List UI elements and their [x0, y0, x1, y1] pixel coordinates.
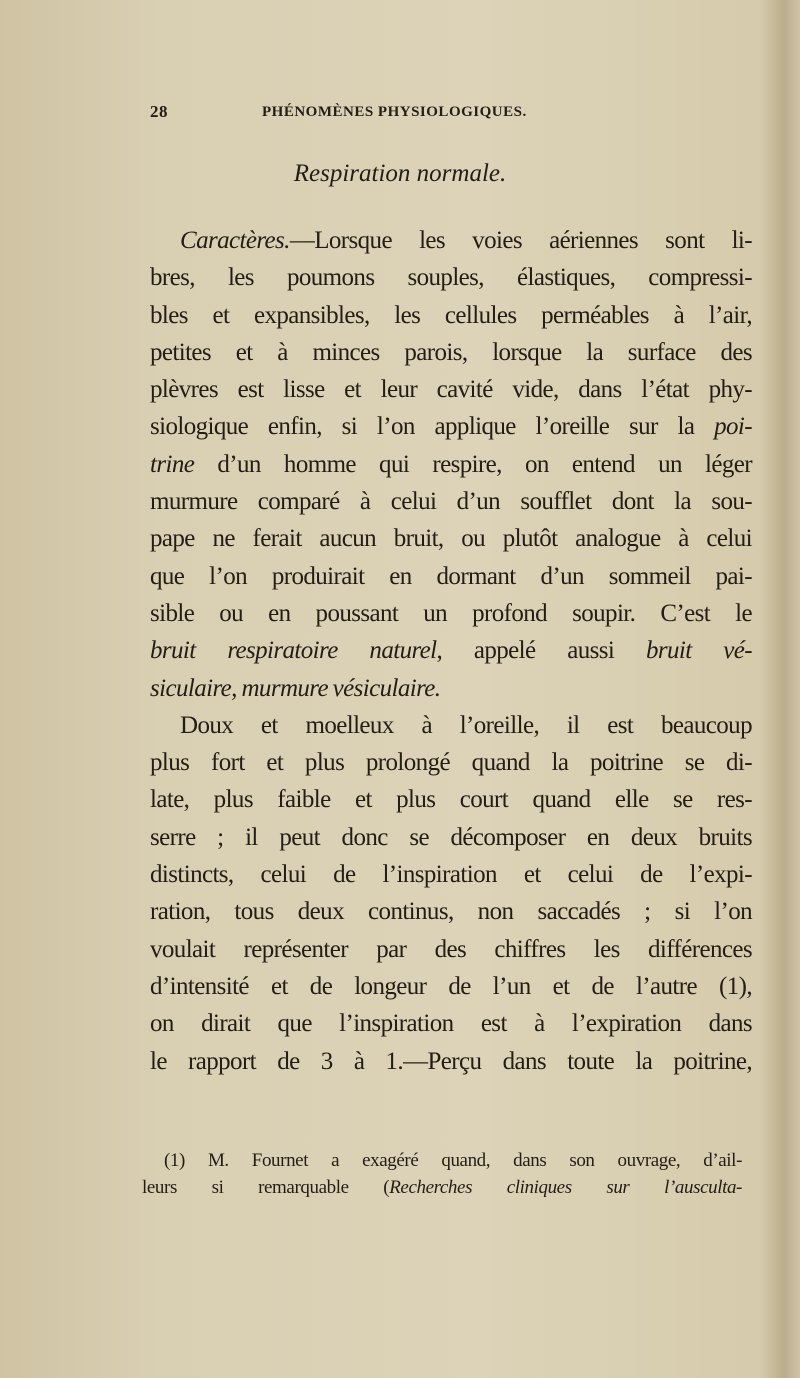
text-line: le rapport de 3 à 1.—Perçu dans toute la poitrine, [150, 1047, 752, 1075]
italic-term: poi- [714, 413, 752, 441]
text-line: bles et expansibles, les cellules perméables à l’air, [150, 301, 752, 329]
text-line: distincts, celui de l’inspiration et celui de l’expi- [150, 861, 752, 889]
text-line: voulait représenter par des chiffres les différences [150, 935, 752, 963]
footnote-line [142, 1174, 742, 1201]
text-span: siologique enfin, si l’on applique l’oreille sur la [150, 413, 715, 441]
italic-title: Recherches cliniques sur l’ausculta- [389, 1177, 742, 1198]
text-line: que l’on produirait en dormant d’un sommeil pai- [150, 562, 752, 590]
text-line: late, plus faible et plus court quand elle se res- [150, 786, 752, 814]
text-line: plus fort et plus prolongé quand la poitrine se di- [150, 749, 752, 777]
text-span: d’un homme qui respire, on entend un léger [194, 450, 752, 478]
text-span: leurs si remarquable ( [142, 1177, 390, 1198]
text-line [150, 632, 752, 669]
italic-term: siculaire, murmure vésiculaire. [150, 674, 441, 702]
text-span: , appelé aussi [436, 637, 646, 665]
text-line: plèvres est lisse et leur cavité vide, dans l’état phy- [150, 376, 752, 404]
section-title: Respiration normale. [293, 160, 507, 187]
text-line [150, 222, 752, 259]
text-line: ration, tous deux continus, non saccadés ; si l’on [150, 898, 752, 926]
text-line: on dirait que l’inspiration est à l’expiration dans [150, 1010, 752, 1038]
text-line [150, 446, 752, 483]
footnote [142, 1147, 742, 1201]
text-line: murmure comparé à celui d’un soufflet dont la sou- [150, 488, 752, 516]
text-line [150, 408, 752, 445]
text-span: —Lorsque les voies aériennes sont li- [289, 227, 752, 254]
text-line: d’intensité et de longeur de l’un et de l’autre (1), [150, 972, 752, 1000]
footnote-line: (1) M. Fournet a exagéré quand, dans son ouvrage, d’ail- [164, 1150, 742, 1171]
text-line [150, 670, 752, 707]
italic-term: trine [150, 450, 195, 478]
running-title: PHÉNOMÈNES PHYSIOLOGIQUES. [262, 104, 527, 120]
text-line: petites et à minces parois, lorsque la surface des [150, 338, 752, 366]
text-line: serre ; il peut donc se décomposer en deux bruits [150, 823, 752, 851]
text-line: pape ne ferait aucun bruit, ou plutôt analogue à celui [150, 525, 752, 553]
page-number: 28 [150, 102, 168, 121]
body-text [150, 222, 752, 1080]
text-line: bres, les poumons souples, élastiques, compressi- [150, 264, 752, 292]
text-line: Doux et moelleux à l’oreille, il est beaucoup [180, 711, 752, 739]
text-line: sible ou en poussant un profond soupir. C’est le [150, 599, 752, 627]
italic-term: bruit respiratoire naturel [150, 637, 437, 665]
italic-term: Caractères. [180, 227, 290, 254]
italic-term: bruit vé- [645, 637, 752, 665]
